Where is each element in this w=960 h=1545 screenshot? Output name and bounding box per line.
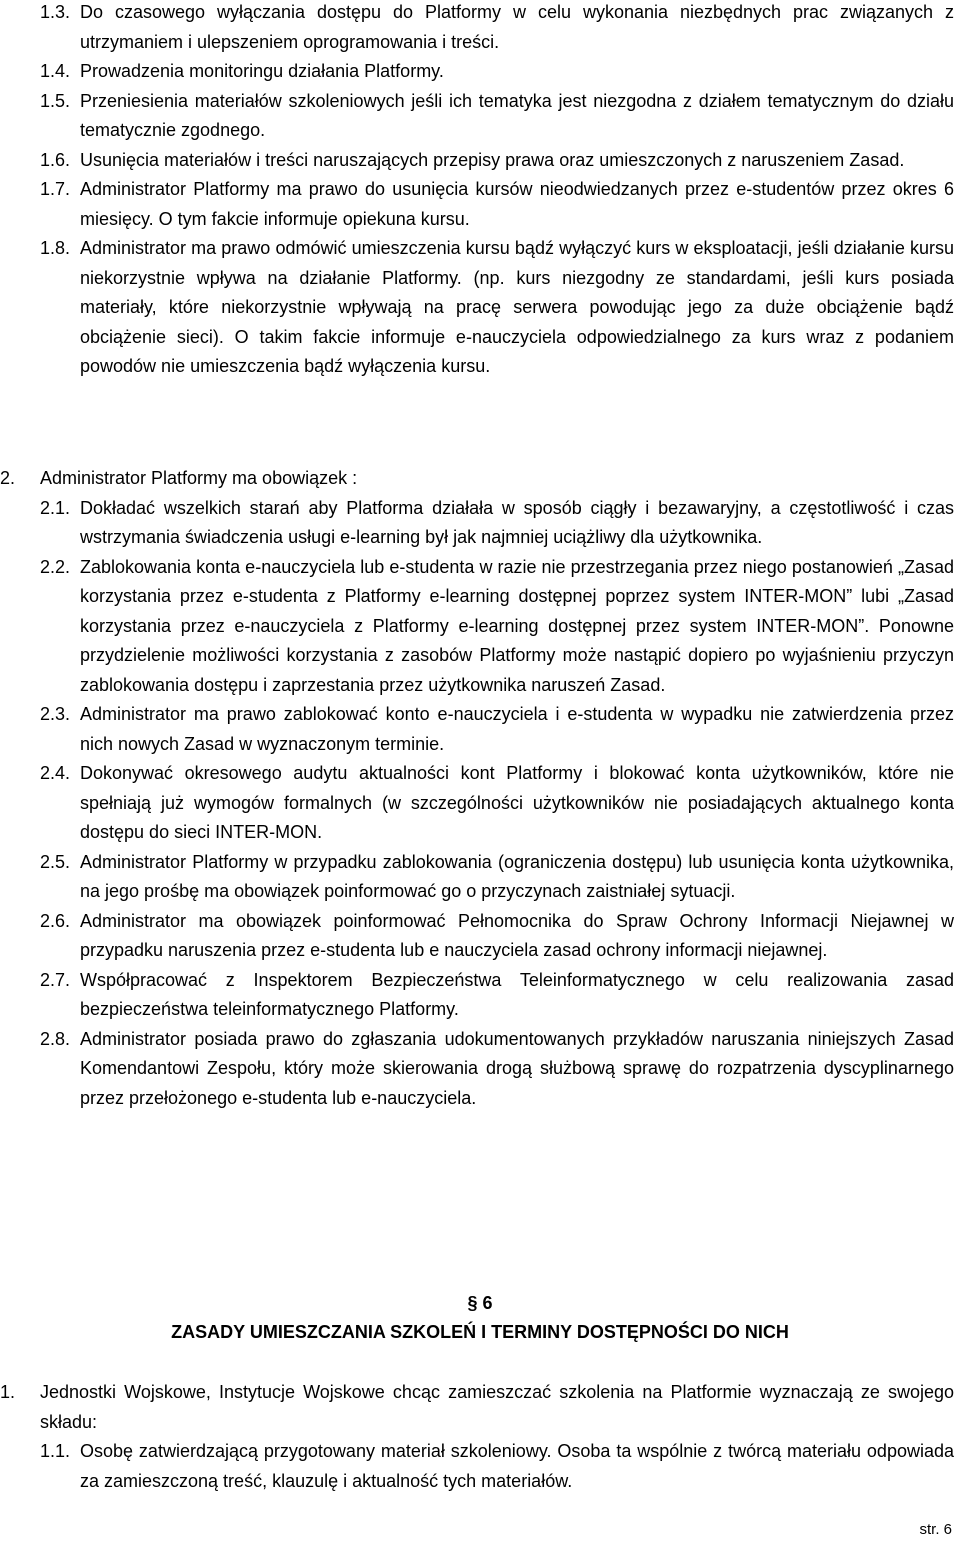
list-item — [40, 175, 954, 234]
item-number: 1.3. — [40, 2, 71, 22]
item-text: Współpracować z Inspektorem Bezpieczeństwa Teleinformatycznego w celu realizowania zasad bezpieczeństwa teleinformatycznego Platformy. — [80, 969, 954, 1019]
item-text: Osobę zatwierdzającą przygotowany materiał szkoleniowy. Osoba ta wspólnie z twórcą materiału odpowiada za zamieszczoną treść, klauzulę i aktualność tych materiałów. — [80, 1441, 954, 1491]
item-number: 1.5. — [40, 90, 71, 111]
item-text: Usunięcia materiałów i treści naruszających przepisy prawa oraz umieszczonych z naruszeniem Zasad. — [80, 149, 905, 170]
section-sign: § 6 — [467, 1293, 493, 1313]
item-text: Administrator ma prawo odmówić umieszczenia kursu bądź wyłączyć kurs w eksploatacji, jeśli działanie kursu niekorzystnie wpływa na działanie Platformy. (np. kurs niezgodny ze standardami, jeśli kurs posiada materiały, które niekorzystnie wpływają na pracę serwera powodując jego za duże obciążenie bądź obciążenie sieci). O takim fakcie informuje e-nauczyciela odpowiedzialnego za kurs wraz z podaniem powodów nie umieszczenia bądź wyłączenia kursu. — [80, 238, 954, 376]
section-5-tail — [40, 0, 954, 382]
list-item — [40, 759, 954, 848]
item-text: Administrator posiada prawo do zgłaszania udokumentowanych przykładów naruszania niniejszych Zasad Komendantowi Zespołu, który może skierowania drogą służbową sprawę do rozpatrzenia dyscyplinarnego przez przełożonego e-studenta lub e-nauczyciela. — [80, 1028, 954, 1108]
page-number: str. 6 — [919, 1521, 952, 1538]
section-6-point-1 — [0, 1378, 954, 1496]
item-number: 2.7. — [40, 969, 71, 990]
top-level-item — [0, 1378, 954, 1437]
item-text: Administrator Platformy ma obowiązek : — [40, 468, 358, 488]
item-number: 2.3. — [40, 704, 71, 724]
item-text: Dokładać wszelkich starań aby Platforma działała w sposób ciągły i bezawaryjny, a częstotliwość i czas wstrzymania świadczenia usługi e-learning był jak najmniej uciążliwy dla użytkownika. — [80, 497, 954, 547]
item-number: 2. — [0, 468, 16, 488]
item-number: 1.8. — [40, 238, 71, 258]
item-text: Do czasowego wyłączania dostępu do Platformy w celu wykonania niezbędnych prac związanych z utrzymaniem i ulepszeniem oprogramowania i treści. — [80, 2, 954, 52]
item-text: Administrator Platformy w przypadku zablokowania (ograniczenia dostępu) lub usunięcia konta użytkownika, na jego prośbę ma obowiązek poinformować go o przyczynach zaistniałej sytuacji. — [80, 851, 954, 901]
list-item — [40, 553, 954, 701]
list-item — [40, 1437, 954, 1496]
item-number: 2.4. — [40, 763, 71, 783]
section-heading: ZASADY UMIESZCZANIA SZKOLEŃ I TERMINY DOSTĘPNOŚCI DO NICH — [171, 1322, 789, 1342]
list-item — [40, 848, 954, 907]
item-text: Zablokowania konta e-nauczyciela lub e-studenta w razie nie przestrzegania przez niego postanowień „Zasad korzystania przez e-studenta z Platformy e-learning dostępnej poprzez system INTER-MON” lubi „Zasad korzystania przez e-nauczyciela z Platformy e-learning dostępnej przez system INTER-MON”. Ponowne przydzielenie możliwości korzystania z zasobów Platformy może nastąpić dopiero po wyjaśnieniu przyczyn zablokowania dostępu i zaprzestania przez użytkownika naruszeń Zasad. — [80, 556, 954, 695]
item-number: 1.6. — [40, 149, 71, 170]
item-text: Administrator ma prawo zablokować konto e-nauczyciela i e-studenta w wypadku nie zatwierdzenia przez nich nowych Zasad w wyznaczonym terminie. — [80, 704, 954, 754]
list-item — [40, 966, 954, 1025]
list-item — [40, 234, 954, 382]
item-number: 2.6. — [40, 910, 71, 931]
item-number: 2.2. — [40, 556, 71, 577]
list-item — [40, 146, 954, 176]
item-text: Administrator Platformy ma prawo do usunięcia kursów nieodwiedzanych przez e-studentów przez okres 6 miesięcy. O tym fakcie informuje opiekuna kursu. — [80, 179, 954, 229]
item-text: Przeniesienia materiałów szkoleniowych jeśli ich tematyka jest niezgodna z działem tematycznym do działu tematycznie zgodnego. — [80, 90, 954, 140]
list-item — [40, 57, 954, 87]
item-number: 1.4. — [40, 61, 71, 81]
list-item — [40, 87, 954, 146]
point-2-block — [0, 464, 954, 1113]
item-text: Prowadzenia monitoringu działania Platformy. — [80, 61, 444, 81]
list-item — [40, 700, 954, 759]
item-number: 1. — [0, 1382, 16, 1402]
item-text: Administrator ma obowiązek poinformować Pełnomocnika do Spraw Ochrony Informacji Niejawnej w przypadku naruszenia przez e-studenta lub e nauczyciela zasad ochrony informacji niejawnej. — [80, 910, 954, 960]
list-item — [40, 0, 954, 57]
list-item — [40, 907, 954, 966]
item-number: 2.1. — [40, 497, 71, 518]
item-number: 1.7. — [40, 179, 71, 199]
item-number: 2.8. — [40, 1028, 71, 1049]
item-text: Jednostki Wojskowe, Instytucje Wojskowe chcąc zamieszczać szkolenia na Platformie wyznaczają ze swojego składu: — [40, 1382, 954, 1432]
item-number: 1.1. — [40, 1441, 71, 1461]
list-item — [40, 494, 954, 553]
list-item — [40, 1025, 954, 1114]
top-level-item — [0, 464, 954, 494]
item-text: Dokonywać okresowego audytu aktualności kont Platformy i blokować konta użytkowników, które nie spełniają już wymogów formalnych (w szczególności użytkowników nie posiadających aktualnego konta dostępu do sieci INTER-MON. — [80, 763, 954, 842]
item-number: 2.5. — [40, 851, 71, 872]
